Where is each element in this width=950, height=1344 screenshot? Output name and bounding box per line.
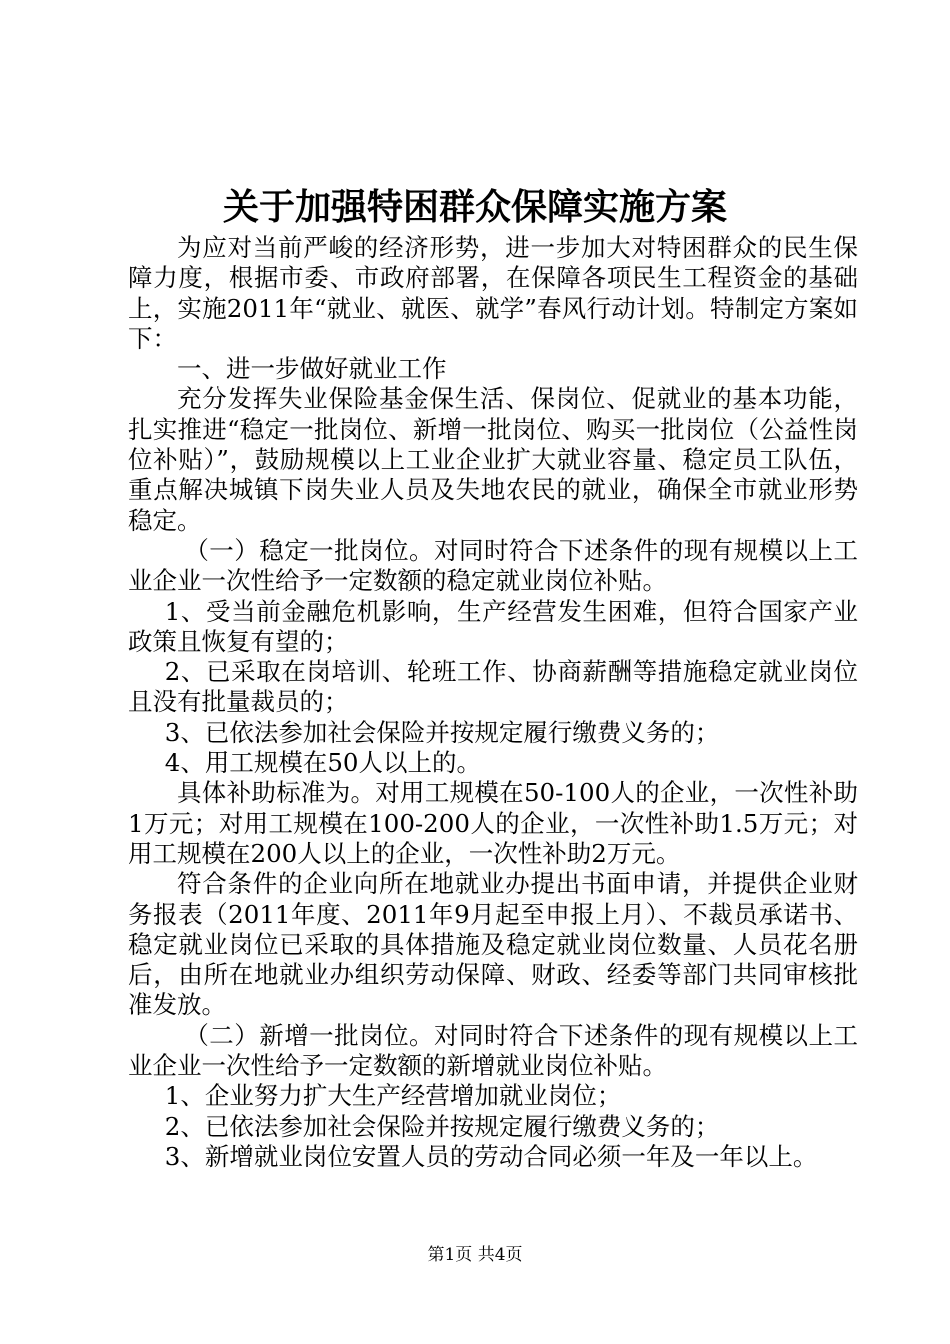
- paragraph-application: 符合条件的企业向所在地就业办提出书面申请，并提供企业财务报表（2011年度、2011年9月起至申报上月）、不裁员承诺书、稳定就业岗位已采取的具体措施及稳定就业岗位数量、人员花名册后，由所在地就业办组织劳动保障、财政、经委等部门共同审核批准发放。: [128, 869, 858, 1020]
- condition-item: 2、已依法参加社会保险并按规定履行缴费义务的；: [164, 1111, 720, 1141]
- page-footer: 第1页 共4页: [427, 1245, 523, 1265]
- condition-item: 1、企业努力扩大生产经营增加就业岗位；: [164, 1081, 622, 1111]
- paragraph-subsidy-standard: 具体补助标准为。对用工规模在50-100人的企业，一次性补助1万元；对用工规模在100-200人的企业，一次性补助1.5万元；对用工规模在200人以上的企业，一次性补助2万元。: [128, 778, 858, 868]
- document-title: 关于加强特困群众保障实施方案: [222, 187, 727, 228]
- condition-item: 1、受当前金融危机影响，生产经营发生困难，但符合国家产业政策且恢复有望的；: [128, 596, 858, 656]
- subsection-heading-2: （二）新增一批岗位。对同时符合下述条件的现有规模以上工业企业一次性给予一定数额的新增就业岗位补贴。: [128, 1020, 858, 1081]
- condition-item: 3、新增就业岗位安置人员的劳动合同必须一年及一年以上。: [164, 1141, 818, 1171]
- paragraph-intro: 为应对当前严峻的经济形势，进一步加大对特困群众的民生保障力度，根据市委、市政府部署，在保障各项民生工程资金的基础上，实施2011年“就业、就医、就学”春风行动计划。特制定方案如下：: [128, 233, 858, 353]
- subsection-heading-1: （一）稳定一批岗位。对同时符合下述条件的现有规模以上工业企业一次性给予一定数额的稳定就业岗位补贴。: [128, 535, 858, 596]
- paragraph-section-1: 充分发挥失业保险基金保生活、保岗位、促就业的基本功能，扎实推进“稳定一批岗位、新增一批岗位、购买一批岗位（公益性岗位补贴）”，鼓励规模以上工业企业扩大就业容量、稳定员工队伍，重点解决城镇下岗失业人员及失地农民的就业，确保全市就业形势稳定。: [128, 384, 858, 535]
- document-body: [128, 233, 858, 1172]
- condition-item: 4、用工规模在50人以上的。: [164, 748, 482, 778]
- condition-item: 2、已采取在岗培训、轮班工作、协商薪酬等措施稳定就业岗位且没有批量裁员的；: [128, 657, 858, 717]
- section-heading-1: 一、进一步做好就业工作: [177, 354, 447, 384]
- condition-item: 3、已依法参加社会保险并按规定履行缴费义务的；: [164, 717, 720, 747]
